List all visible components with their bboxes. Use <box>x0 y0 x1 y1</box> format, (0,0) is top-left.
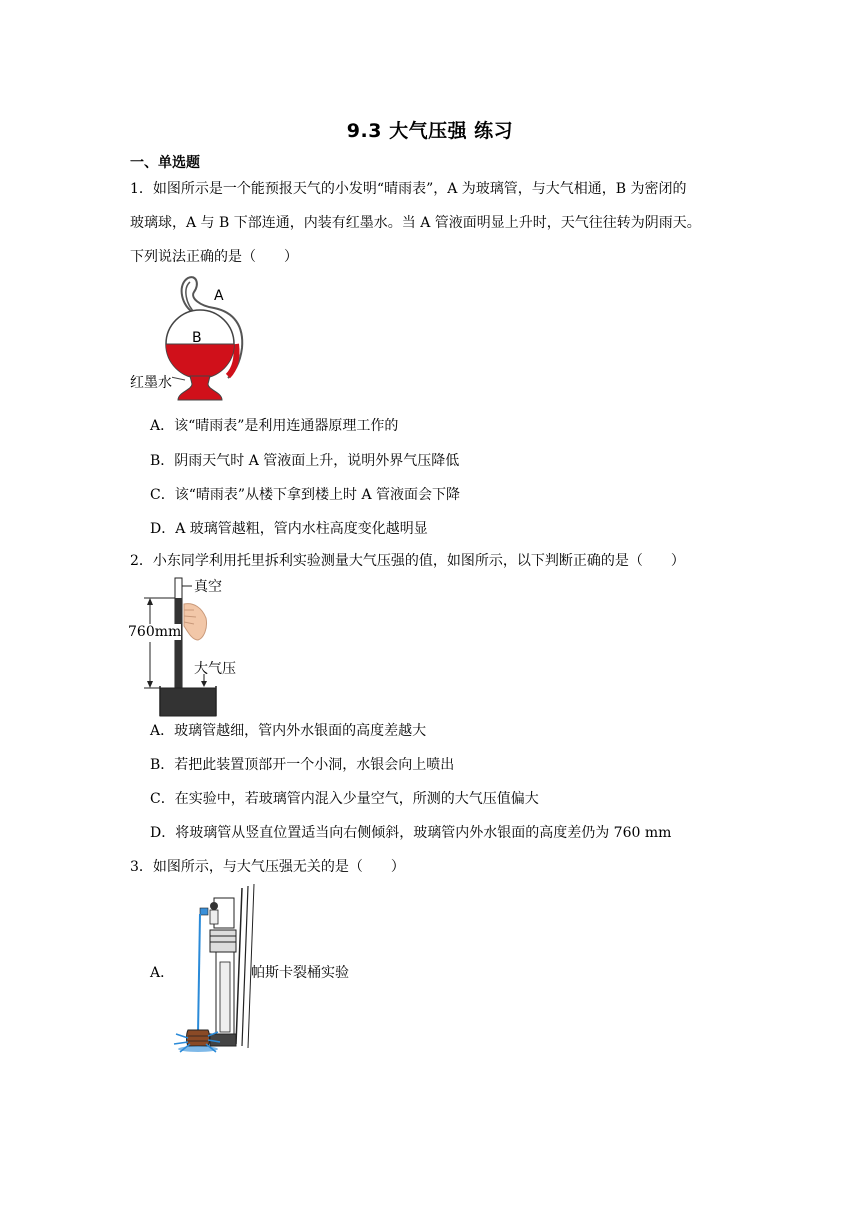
label-760mm: 760mm <box>128 624 182 640</box>
question-2-stem: 2．小东同学利用托里拆利实验测量大气压强的值，如图所示，以下判断正确的是（ ） <box>130 553 685 569</box>
question-3-option-a-letter[interactable]: A． <box>150 965 175 981</box>
question-2-option-a[interactable]: A．玻璃管越细，管内外水银面的高度差越大 <box>150 723 427 739</box>
question-1-stem-line1: 1．如图所示是一个能预报天气的小发明“晴雨表”，A 为玻璃管，与大气相通，B 为密闭的 <box>130 181 687 197</box>
question-2-option-b[interactable]: B．若把此装置顶部开一个小洞，水银会向上喷出 <box>150 757 455 773</box>
label-vacuum: 真空 <box>194 579 222 595</box>
question-1-option-b[interactable]: B．阴雨天气时 A 管液面上升，说明外界气压降低 <box>150 453 460 469</box>
torricelli-illustration <box>128 574 258 720</box>
question-1-option-c[interactable]: C．该“晴雨表”从楼下拿到楼上时 A 管液面会下降 <box>150 487 461 503</box>
question-1-stem-line3: 下列说法正确的是（ ） <box>130 249 298 265</box>
question-2-option-d[interactable]: D．将玻璃管从竖直位置适当向右侧倾斜，玻璃管内外水银面的高度差仍为 760 mm <box>150 825 672 841</box>
barometer-figure <box>130 272 260 407</box>
page-title: 9.3 大气压强 练习 <box>346 120 514 142</box>
label-atmospheric-pressure: 大气压 <box>194 661 236 677</box>
question-1-stem-line2: 玻璃球，A 与 B 下部连通，内装有红墨水。当 A 管液面明显上升时，天气往往转为阴雨天。 <box>130 215 701 231</box>
label-red-ink: 红墨水 <box>130 372 172 392</box>
question-3-stem: 3．如图所示，与大气压强无关的是（ ） <box>130 859 405 875</box>
torricelli-figure <box>128 574 258 720</box>
question-3-option-a-caption: 帕斯卡裂桶实验 <box>251 965 349 981</box>
label-a: A <box>214 288 224 304</box>
question-1-option-a[interactable]: A．该“晴雨表”是利用连通器原理工作的 <box>150 418 399 434</box>
question-2-option-c[interactable]: C．在实验中，若玻璃管内混入少量空气，所测的大气压值偏大 <box>150 791 539 807</box>
pascal-barrel-illustration <box>170 884 260 1056</box>
label-b: B <box>192 330 202 346</box>
pascal-barrel-figure <box>170 884 260 1056</box>
section-heading: 一、单选题 <box>130 155 200 171</box>
question-1-option-d[interactable]: D．A 玻璃管越粗，管内水柱高度变化越明显 <box>150 521 428 537</box>
